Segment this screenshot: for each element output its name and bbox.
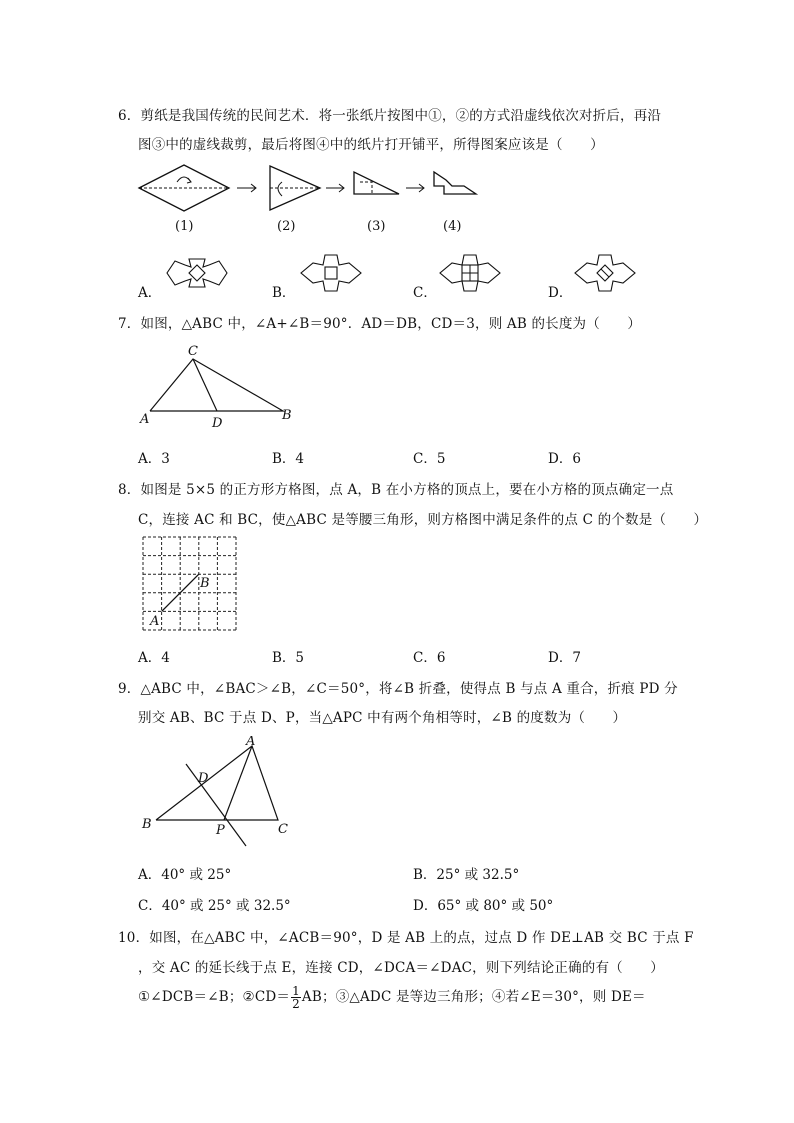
q6-option-a-label: A． [138,285,162,301]
q7-option-c: C．5 [413,451,446,467]
q7-triangle-figure [138,341,308,431]
q7-label-b: B [282,408,292,423]
q9-label-c: C [278,822,288,837]
q6-stem-line2: 图③中的虚线裁剪，最后将图④中的纸片打开铺平，所得图案应该是（ ） [138,137,604,153]
q9-stem-line2: 别交 AB、BC 于点 D、P，当△APC 中有两个角相等时，∠B 的度数为（ ） [138,710,627,726]
q8-grid-figure [138,535,242,635]
q6-caption-4: (4) [443,219,462,234]
q7-option-a: A．3 [138,451,170,467]
q10-frac-numerator: 1 [292,984,300,998]
q6-caption-3: (3) [367,219,386,234]
q8-stem-line1: 8．如图是 5×5 的正方形方格图，点 A，B 在小方格的顶点上，要在小方格的顶点确定一点 [118,482,674,498]
q8-stem-line2: C，连接 AC 和 BC，使△ABC 是等腰三角形，则方格图中满足条件的点 C 的个数是（ ） [138,512,708,528]
q6-option-c-pattern [436,253,504,293]
q6-option-d-pattern [571,253,639,293]
q10-line3-part2: AB；③△ADC 是等边三角形；④若∠E＝30°，则 DE＝ [301,989,646,1005]
q8-label-a: A [150,614,160,629]
q9-label-d: D [198,771,209,786]
q9-stem-line1: 9．△ABC 中，∠BAC＞∠B，∠C＝50°，将∠B 折叠，使得点 B 与点 A 重合，折痕 PD 分 [118,681,678,697]
q7-option-d: D．6 [548,451,581,467]
q6-stem-line1: 6．剪纸是我国传统的民间艺术．将一张纸片按图中①，②的方式沿虚线依次对折后，再沿 [118,108,662,124]
q10-frac-denominator: 2 [292,997,300,1011]
q8-option-b: B．5 [272,650,305,666]
q7-stem: 7．如图，△ABC 中，∠A+∠B＝90°．AD＝DB，CD＝3，则 AB 的长度为（ ） [118,316,642,332]
q9-label-a: A [246,736,256,749]
q6-option-a-pattern [163,255,231,291]
q9-label-b: B [142,817,152,832]
q7-label-c: C [188,344,198,359]
q9-option-b: B．25° 或 32.5° [413,867,520,883]
q9-option-a: A．40° 或 25° [138,867,232,883]
q9-option-c: C．40° 或 25° 或 32.5° [138,898,291,914]
q7-label-d: D [212,416,223,431]
q8-option-a: A．4 [138,650,170,666]
q7-label-a: A [140,412,150,427]
q8-option-c: C．6 [413,650,446,666]
q10-stem-line3 [138,985,646,1010]
q10-fraction [291,985,301,1010]
q9-fold-figure [138,736,298,851]
q6-caption-2: (2) [277,219,296,234]
q6-option-d-label: D． [548,285,573,301]
q6-option-c-label: C． [413,285,437,301]
q8-label-b: B [200,576,210,591]
q10-line3-part1: ①∠DCB＝∠B；②CD＝ [138,989,291,1005]
q8-option-d: D．7 [548,650,581,666]
q10-stem-line2: ，交 AC 的延长线于点 E，连接 CD，∠DCA＝∠DAC，则下列结论正确的有（ ） [138,960,664,976]
q6-option-b-pattern [297,253,365,293]
q9-label-p: P [216,823,225,838]
q6-option-b-label: B． [272,285,296,301]
q7-option-b: B．4 [272,451,305,467]
q10-stem-line1: 10．如图，在△ABC 中，∠ACB＝90°，D 是 AB 上的点，过点 D 作 DE⊥AB 交 BC 于点 F [118,930,694,946]
q9-option-d: D．65° 或 80° 或 50° [413,898,554,914]
q6-caption-1: (1) [175,219,194,234]
